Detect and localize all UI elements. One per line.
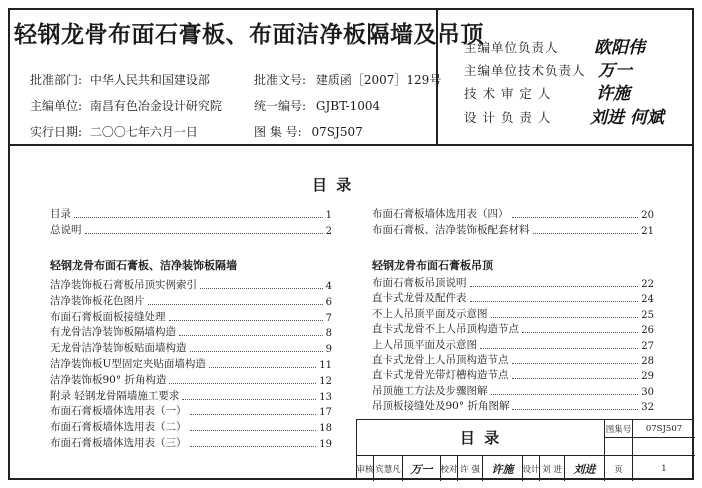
page-value-cell: 1 [661, 463, 667, 474]
toc-item-page: 26 [641, 325, 654, 337]
editor-unit-row [30, 97, 222, 114]
leader-dots [169, 383, 316, 384]
toc-item-page: 29 [641, 371, 654, 383]
toc-item-title: 附录 轻钢龙骨隔墙施工要求 [50, 389, 180, 402]
designer-signature-cell: 刘进 [565, 456, 605, 481]
approval-dept-row [30, 71, 210, 88]
title-block-title: 目 录 [459, 429, 502, 447]
toc-item-title: 布面石膏板吊顶说明 [372, 277, 467, 289]
atlas-label-cell: 图集号 [605, 420, 633, 438]
toc-item-title: 布面石膏板墙体选用表（三） [50, 437, 187, 449]
leader-dots [190, 430, 317, 431]
leader-dots [190, 414, 317, 415]
responsible-persons [440, 8, 692, 144]
toc-item-title: 有龙骨洁净装饰板隔墙构造 [50, 326, 176, 339]
leader-dots [148, 304, 323, 305]
leader-dots [512, 409, 638, 410]
toc-item-page: 8 [325, 328, 332, 340]
toc-item-page: 17 [319, 407, 332, 419]
title-block [356, 419, 694, 480]
toc-item[interactable]: 布面石膏板墙体选用表（四） 20 [372, 208, 654, 221]
toc-item-title: 洁净装饰板石膏板吊顶实例索引 [50, 279, 197, 291]
toc-item-title: 直卡式龙骨不上人吊顶构造节点 [372, 323, 519, 336]
toc-item-page: 12 [319, 375, 332, 387]
toc-item-title: 洁净装饰板90° 折角构造 [50, 373, 167, 386]
toc-item-page: 11 [319, 360, 332, 371]
toc-item[interactable] [372, 275, 654, 290]
leader-dots [512, 378, 639, 379]
toc-item[interactable] [50, 293, 332, 308]
checker-cell: 许 强 [458, 456, 483, 481]
toc-item-title: 无龙骨洁净装饰板贴面墙构造 [50, 342, 187, 355]
toc-item[interactable]: 布面石膏板、洁净装饰板配套材料 21 [372, 224, 654, 237]
unified-no-value: GJBT-1004 [315, 99, 381, 113]
role-tech-lead: 主编单位技术负责人 [464, 63, 586, 78]
toc-item[interactable] [50, 356, 332, 371]
toc-item[interactable] [372, 306, 654, 321]
toc-item-title: 吊顶板接缝处及90° 折角图解 [372, 400, 510, 413]
atlas-no-row [254, 123, 363, 140]
atlas-no-label: 图 集 号: [254, 125, 302, 139]
toc-item-title: 吊顶施工方法及步骤图解 [372, 384, 488, 397]
leader-dots [470, 286, 639, 287]
leader-dots [470, 301, 639, 302]
impl-date-label: 实行日期: [30, 125, 83, 139]
unified-no-row [254, 97, 380, 114]
reviewer-cell: 宾慧凡 [374, 456, 403, 481]
toc-item-title: 洁净装饰板花色图片 [50, 294, 145, 307]
document-title: 轻钢龙骨布面石膏板、布面洁净板隔墙及吊顶 [14, 22, 484, 48]
toc-item-page: 4 [325, 281, 332, 292]
toc-item[interactable] [50, 372, 332, 387]
toc-item-page: 19 [319, 439, 332, 450]
approval-doc-label: 批准文号: [254, 73, 307, 87]
toc-item[interactable] [372, 367, 654, 382]
editor-unit-label: 主编单位: [30, 99, 83, 113]
toc-item-title: 布面石膏板墙体选用表（二） [50, 421, 187, 434]
toc-item-title: 直卡式龙骨光带灯槽构造节点 [372, 369, 509, 382]
impl-date-row [30, 123, 198, 140]
leader-dots [522, 332, 638, 333]
leader-dots [200, 288, 323, 289]
approval-doc-value: 建质函［2007］129号 [315, 73, 442, 87]
atlas-value-cell: 07SJ507 [633, 420, 695, 438]
header-info [8, 8, 484, 144]
toc-item[interactable] [50, 403, 332, 418]
impl-date-value: 二〇〇七年六月一日 [89, 125, 198, 139]
toc-item-page: 22 [641, 279, 654, 290]
toc-item-title: 布面石膏板墙体选用表（一） [50, 405, 187, 418]
toc-item[interactable] [50, 388, 332, 403]
toc-item[interactable] [372, 290, 654, 305]
signature-chief-editor: 欧阳伟 [594, 38, 645, 58]
toc-item[interactable] [372, 337, 654, 352]
leader-dots [491, 394, 639, 395]
review-label-cell: 审核 [357, 456, 374, 481]
toc-item-page: 9 [325, 344, 332, 356]
toc-section-partition: 轻钢龙骨布面石膏板、洁净装饰板隔墙 [50, 259, 237, 272]
role-design-lead: 设 计 负 责 人 [464, 110, 552, 125]
approval-doc-row [254, 71, 441, 88]
toc-item-page: 6 [325, 296, 332, 308]
signature-design-lead: 刘进 何斌 [590, 108, 664, 128]
toc-item-title: 布面石膏板面板接缝处理 [50, 310, 166, 323]
toc-item[interactable] [50, 340, 332, 355]
toc-item-title: 洁净装饰板U型固定夹贴面墙构造 [50, 358, 206, 370]
toc-item-title: 直卡式龙骨及配件表 [372, 292, 467, 305]
toc-item-title: 不上人吊顶平面及示意图 [372, 307, 488, 320]
toc-item-page: 27 [641, 340, 654, 352]
check-label-cell: 校对 [441, 456, 458, 481]
blank-cell [633, 438, 695, 456]
signature-reviewer: 许施 [596, 84, 630, 104]
unified-no-label: 统一编号: [254, 99, 307, 113]
designer-cell: 刘 进 [540, 456, 565, 481]
toc-item[interactable]: 总说明 2 [50, 224, 332, 237]
toc-item[interactable] [50, 419, 332, 434]
leader-dots [182, 399, 316, 400]
leader-dots [169, 320, 323, 321]
toc-item[interactable]: 目录 1 [50, 208, 332, 221]
toc-section-ceiling: 轻钢龙骨布面石膏板吊顶 [372, 259, 493, 272]
toc-item[interactable] [372, 352, 654, 367]
toc-item-page: 30 [641, 386, 654, 398]
toc-item-page: 7 [325, 312, 332, 324]
toc-item-page: 13 [319, 391, 332, 403]
atlas-no-value: 07SJ507 [311, 125, 363, 139]
leader-dots [190, 351, 323, 352]
toc-item[interactable] [50, 277, 332, 292]
toc-item-title: 直卡式龙骨上人吊顶构造节点 [372, 354, 509, 366]
toc-item-title: 上人吊顶平面及示意图 [372, 338, 477, 351]
toc-item[interactable] [372, 398, 654, 413]
toc-item-page: 24 [641, 294, 654, 306]
title-block-title-cell [357, 420, 605, 456]
leader-dots [179, 335, 323, 336]
design-label-cell: 设计 [523, 456, 540, 481]
leader-dots [480, 348, 638, 349]
checker-signature-cell: 许施 [483, 456, 523, 481]
leader-dots [512, 363, 639, 364]
role-reviewer: 技 术 审 定 人 [464, 86, 552, 101]
editor-unit-value: 南昌有色冶金设计研究院 [89, 99, 222, 113]
signature-tech-lead: 万一 [598, 61, 632, 81]
header [8, 8, 694, 146]
toc-item[interactable] [50, 435, 332, 450]
leader-dots [209, 367, 316, 368]
toc-item-page: 18 [319, 423, 332, 435]
toc-title: 目 录 [312, 176, 354, 194]
toc-item[interactable] [372, 321, 654, 336]
page-label-cell: 页 [605, 456, 633, 481]
toc-item-page: 25 [641, 309, 654, 321]
approval-dept-value: 中华人民共和国建设部 [89, 73, 210, 87]
leader-dots [190, 446, 317, 447]
role-chief-editor: 主编单位负责人 [464, 40, 559, 55]
approval-dept-label: 批准部门: [30, 73, 83, 87]
leader-dots [491, 317, 639, 318]
toc-item[interactable] [50, 309, 332, 324]
toc-item[interactable] [372, 383, 654, 398]
reviewer-signature-cell: 万一 [403, 456, 441, 481]
toc-item-page: 28 [641, 356, 654, 367]
toc-item-page: 32 [641, 402, 654, 414]
blank-cell [605, 438, 633, 456]
toc-item[interactable] [50, 324, 332, 339]
